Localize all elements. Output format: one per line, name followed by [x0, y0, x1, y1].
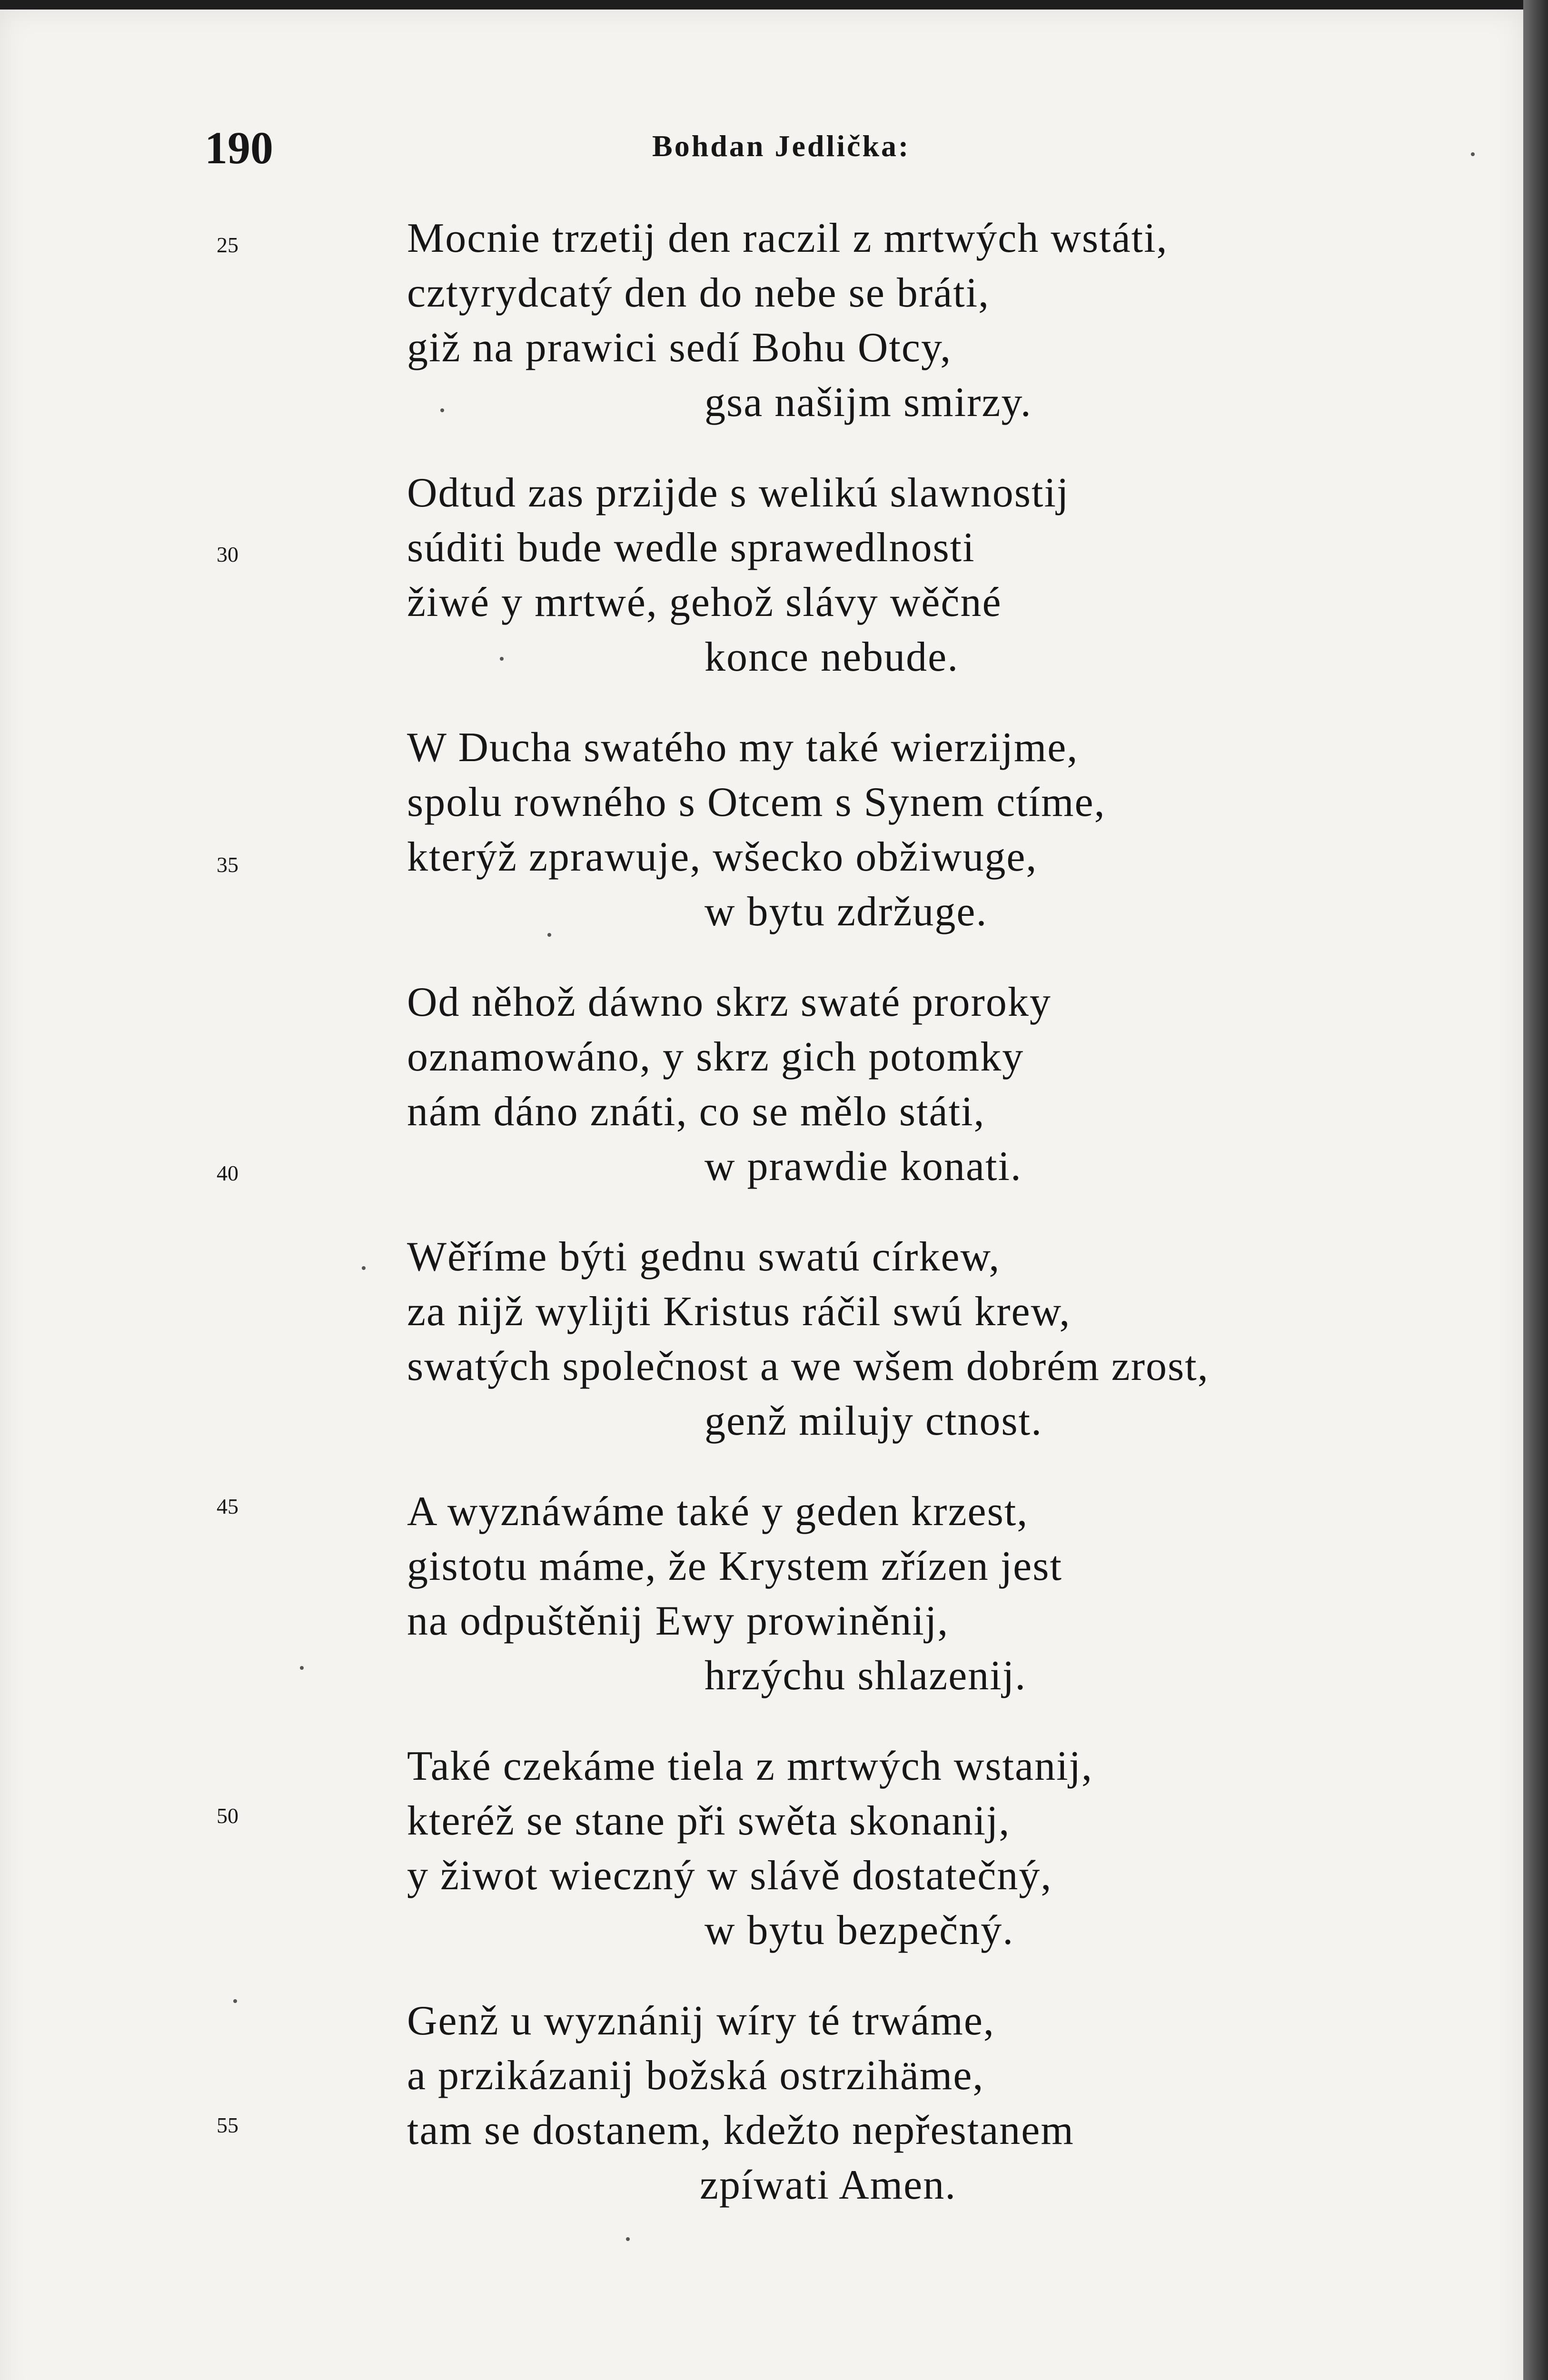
verse-line: Genž u wyznánij wíry té trwáme, [407, 1998, 995, 2044]
verse-line: Mocnie trzetij den raczil z mrtwých wstáti, [407, 215, 1168, 261]
verse-refrain: zpíwati Amen. [700, 2162, 957, 2208]
verse-line: za nijž wylijti Kristus ráčil swú krew, [407, 1289, 1071, 1335]
verse-line: Také czekáme tiela z mrtwých wstanij, [407, 1743, 1093, 1789]
line-number: 30 [217, 542, 238, 566]
line-number: 25 [217, 233, 238, 257]
line-number: 55 [217, 2113, 238, 2137]
verse-line: kteréž se stane při swěta skonanij, [407, 1798, 1011, 1844]
verse-line: Wěříme býti gednu swatú církew, [407, 1234, 1001, 1280]
verse-line: Odtud zas przijde s welikú slawnostij [407, 470, 1070, 516]
line-number: 45 [217, 1494, 238, 1518]
verse-line: y žiwot wieczný w slávě dostatečný, [407, 1853, 1052, 1899]
scan-speck [500, 657, 504, 661]
verse-line: cztyrydcatý den do nebe se bráti, [407, 270, 990, 316]
scan-speck [440, 408, 444, 412]
verse-line: žiwé y mrtwé, gehož slávy wěčné [407, 579, 1002, 625]
verse-refrain: w prawdie konati. [705, 1143, 1022, 1190]
scan-speck [300, 1666, 304, 1670]
scan-speck [233, 1999, 237, 2003]
verse-refrain: hrzýchu shlazenij. [705, 1653, 1027, 1699]
verse-line: na odpuštěnij Ewy prowiněnij, [407, 1598, 949, 1644]
scan-right-edge [1523, 0, 1548, 2380]
verse-refrain: konce nebude. [705, 634, 959, 680]
verse-line: kterýž zprawuje, wšecko obžiwuge, [407, 834, 1038, 880]
book-page [0, 10, 1523, 2380]
verse-line: giž na prawici sedí Bohu Otcy, [407, 325, 952, 371]
scan-speck [547, 933, 551, 937]
verse-line: oznamowáno, y skrz gich potomky [407, 1034, 1024, 1080]
verse-line: nám dáno znáti, co se mělo státi, [407, 1089, 985, 1135]
scan-speck [1471, 152, 1475, 156]
verse-refrain: genž milujy ctnost. [705, 1398, 1043, 1444]
verse-line: spolu rowného s Otcem s Synem ctíme, [407, 779, 1106, 825]
line-number: 35 [217, 853, 238, 877]
verse-line: Od něhož dáwno skrz swaté proroky [407, 979, 1052, 1025]
scan-speck [362, 1266, 366, 1270]
line-number: 50 [217, 1804, 238, 1828]
running-head: Bohdan Jedlička: [652, 129, 911, 163]
verse-line: gistotu máme, že Krystem zřízen jest [407, 1543, 1062, 1589]
verse-refrain: w bytu bezpečný. [705, 1907, 1014, 1954]
verse-refrain: gsa našijm smirzy. [705, 379, 1032, 426]
verse-line: súditi bude wedle sprawedlnosti [407, 525, 975, 571]
scan-speck [626, 2237, 630, 2241]
verse-line: swatých společnost a we wšem dobrém zrost, [407, 1343, 1209, 1389]
verse-refrain: w bytu zdržuge. [705, 889, 988, 935]
verse-line: W Ducha swatého my také wierzijme, [407, 724, 1079, 771]
verse-line: A wyznáwáme také y geden krzest, [407, 1488, 1029, 1535]
scan-top-edge [0, 0, 1548, 10]
verse-line: tam se dostanem, kdežto nepřestanem [407, 2107, 1074, 2153]
page-number: 190 [205, 122, 273, 173]
line-number: 40 [217, 1161, 238, 1185]
verse-line: a przikázanij božská ostrzihäme, [407, 2053, 984, 2099]
page-header [0, 114, 1523, 190]
